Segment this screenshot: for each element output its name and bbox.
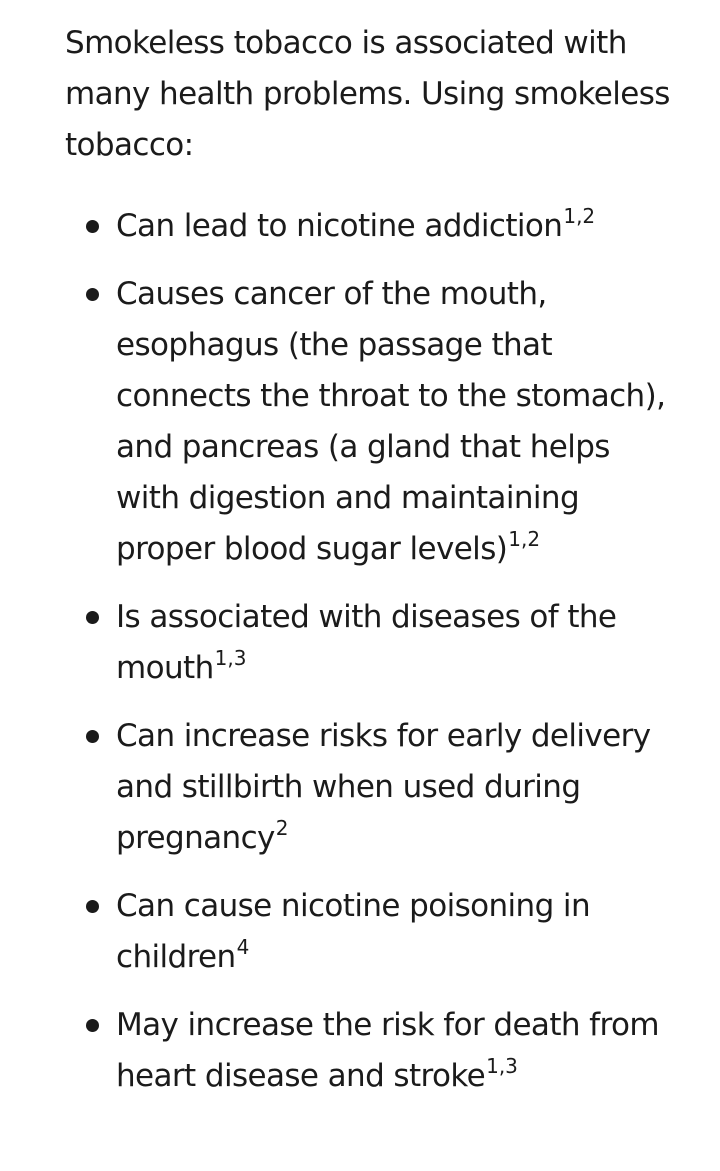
bullet-icon [86, 288, 99, 301]
bullet-icon [86, 220, 99, 233]
citation-ref: 1,3 [486, 1054, 518, 1078]
list-item-text: Can lead to nicotine addiction [116, 208, 563, 244]
list-item [65, 711, 670, 867]
citation-ref: 1,3 [214, 646, 247, 670]
list-item-text: Can cause nicotine poisoning in children [116, 888, 590, 975]
health-problems-list [65, 201, 670, 1105]
citation-ref: 1,2 [508, 527, 541, 551]
list-item [65, 881, 670, 986]
citation-ref: 4 [236, 935, 250, 959]
list-item-text: Can increase risks for early delivery and stillbirth when used during pregnancy [116, 718, 651, 856]
list-item-text: Is associated with diseases of the mouth [116, 599, 617, 686]
citation-ref: 1,2 [563, 204, 596, 228]
bullet-icon [86, 900, 99, 913]
list-item [65, 1000, 670, 1105]
list-item-text: May increase the risk for death from heart disease and stroke [116, 1007, 659, 1094]
list-item-text: Causes cancer of the mouth, esophagus (the passage that connects the throat to the stomach), and pancreas (a gland that helps with digestion and maintaining proper blood sugar levels) [116, 276, 666, 567]
intro-paragraph: Smokeless tobacco is associated with many health problems. Using smokeless tobacco: [65, 25, 670, 163]
list-item [65, 201, 670, 255]
list-item [65, 269, 670, 578]
bullet-icon [86, 611, 99, 624]
bullet-icon [86, 1019, 99, 1032]
citation-ref: 2 [275, 816, 289, 840]
list-item [65, 592, 670, 697]
bullet-icon [86, 730, 99, 743]
